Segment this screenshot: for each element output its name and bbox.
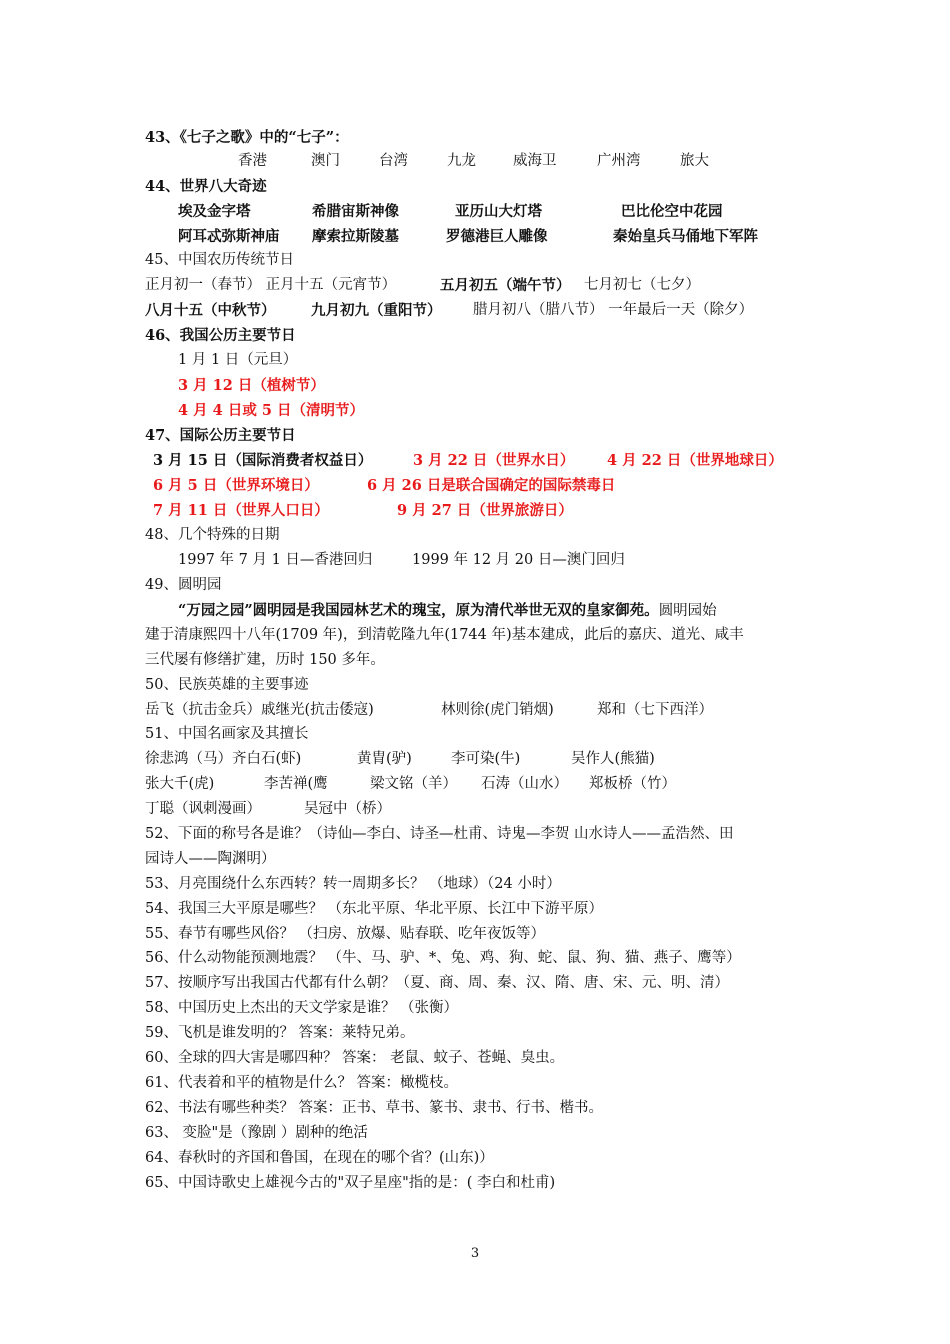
painter: 黄胄(驴)	[357, 751, 412, 767]
hero: 郑和（七下西洋）	[597, 702, 713, 718]
wonder: 亚历山大灯塔	[455, 203, 542, 220]
s51-row1	[0, 747, 950, 772]
festival-text: 正月初一（春节） 正月十五（元宵节）	[145, 277, 397, 293]
s51-row2	[0, 772, 950, 797]
s46-title: 46、我国公历主要节日	[145, 327, 296, 344]
wonder: 秦始皇兵马俑地下军阵	[613, 228, 758, 245]
s49-para-line2: 建于清康熙四十八年(1709 年)，到清乾隆九年(1744 年)基本建成，此后的嘉庆、道光、咸丰	[145, 627, 744, 643]
painter: 吴冠中（桥）	[304, 801, 391, 817]
q52-line2: 园诗人——陶渊明）	[145, 851, 276, 867]
intl-day: 6 月 5 日（世界环境日）	[153, 477, 319, 494]
s47-row2	[0, 473, 950, 498]
painter: 郑板桥（竹）	[589, 776, 676, 792]
intl-day: 6 月 26 日是联合国确定的国际禁毒日	[367, 477, 616, 494]
wonder: 希腊宙斯神像	[312, 203, 399, 220]
s43-items	[0, 149, 950, 174]
q54: 54、我国三大平原是哪些？ （东北平原、华北平原、长江中下游平原）	[145, 901, 604, 917]
painter: 李可染(牛)	[451, 751, 521, 767]
intl-day: 9 月 27 日（世界旅游日）	[397, 502, 573, 519]
hero: 岳飞（抗击金兵）戚继光(抗击倭寇)	[145, 702, 374, 718]
q63: 63、 变脸"是（豫剧 ）剧种的绝活	[145, 1125, 368, 1141]
painter: 吴作人(熊猫)	[571, 751, 655, 767]
s43-item: 旅大	[680, 153, 709, 169]
hero: 林则徐(虎门销烟)	[441, 702, 554, 718]
painter: 李苦禅(鹰	[264, 776, 328, 792]
page-number: 3	[470, 1246, 480, 1261]
painter: 石涛（山水）	[481, 776, 568, 792]
special-date: 1997 年 7 月 1 日—香港回归	[178, 552, 373, 568]
s46-line: 1 月 1 日（元旦）	[178, 352, 298, 368]
q57: 57、按顺序写出我国古代都有什么朝？（夏、商、周、秦、汉、隋、唐、宋、元、明、清）	[145, 975, 729, 991]
s47-title: 47、国际公历主要节日	[145, 427, 296, 444]
s43-item: 香港	[238, 153, 267, 169]
s43-item: 九龙	[447, 153, 476, 169]
festival-text: 八月十五（中秋节）	[145, 302, 276, 319]
s43-title: 43、《七子之歌》中的“七子”：	[145, 129, 349, 146]
s43-item: 澳门	[311, 153, 340, 169]
s51-title: 51、中国名画家及其擅长	[145, 726, 309, 742]
festival-text: 七月初七（七夕）	[584, 277, 700, 293]
s43-item: 广州湾	[597, 153, 641, 169]
s50-title: 50、民族英雄的主要事迹	[145, 677, 309, 693]
s46-line: 3 月 12 日（植树节）	[178, 377, 325, 394]
festival-text: 五月初五（端午节）	[440, 277, 571, 294]
wonder: 罗德港巨人雕像	[446, 228, 548, 245]
s45-line2	[0, 298, 950, 323]
s44-row2	[0, 224, 950, 249]
q65: 65、中国诗歌史上雄视今古的"双子星座"指的是：( 李白和杜甫)	[145, 1175, 556, 1191]
q56: 56、什么动物能预测地震？ （牛、马、驴、*、兔、鸡、狗、蛇、鼠、狗、猫、燕子、鹰等）	[145, 950, 741, 966]
s48-title: 48、几个特殊的日期	[145, 527, 280, 543]
q62: 62、书法有哪些种类？ 答案：正书、草书、篆书、隶书、行书、楷书。	[145, 1100, 604, 1116]
q64: 64、春秋时的齐国和鲁国，在现在的哪个省？(山东)）	[145, 1150, 494, 1166]
s51-row3	[0, 797, 950, 822]
s44-title: 44、世界八大奇迹	[145, 178, 267, 195]
intl-day: 3 月 22 日（世界水日）	[413, 452, 575, 469]
s50-line	[0, 698, 950, 723]
s48-line	[0, 548, 950, 573]
intl-day: 7 月 11 日（世界人口日）	[153, 502, 329, 519]
q61: 61、代表着和平的植物是什么？ 答案：橄榄枝。	[145, 1075, 459, 1091]
q58: 58、中国历史上杰出的天文学家是谁？ （张衡）	[145, 1000, 459, 1016]
s47-row3	[0, 498, 950, 523]
q60: 60、全球的四大害是哪四种？ 答案： 老鼠、蚊子、苍蝇、臭虫。	[145, 1050, 565, 1066]
s49-text: 圆明园始	[658, 603, 717, 619]
painter: 梁文铭（羊）	[370, 776, 457, 792]
s44-row1	[0, 199, 950, 224]
s43-item: 威海卫	[513, 153, 557, 169]
s47-row1	[0, 448, 950, 473]
special-date: 1999 年 12 月 20 日—澳门回归	[412, 552, 625, 568]
painter: 张大千(虎)	[145, 776, 215, 792]
q52-line1: 52、下面的称号各是谁？（诗仙—李白、诗圣—杜甫、诗鬼—李贺 山水诗人——孟浩然、田	[145, 826, 734, 842]
s49-bold-text: “万园之园”圆明园是我国园林艺术的瑰宝，原为清代举世无双的皇家御苑。	[178, 602, 659, 619]
painter: 徐悲鸿（马）齐白石(虾)	[145, 751, 302, 767]
wonder: 埃及金字塔	[178, 203, 251, 220]
q59: 59、飞机是谁发明的？ 答案：莱特兄弟。	[145, 1025, 415, 1041]
s49-title: 49、圆明园	[145, 577, 222, 593]
wonder: 巴比伦空中花园	[621, 203, 723, 220]
wonder: 阿耳忒弥斯神庙	[178, 228, 280, 245]
painter: 丁聪（讽刺漫画）	[145, 801, 261, 817]
festival-text: 九月初九（重阳节）	[311, 302, 442, 319]
wonder: 摩索拉斯陵墓	[312, 228, 399, 245]
s45-line1	[0, 273, 950, 298]
s43-item: 台湾	[379, 153, 408, 169]
intl-day: 3 月 15 日（国际消费者权益日）	[153, 452, 373, 469]
intl-day: 4 月 22 日（世界地球日）	[607, 452, 783, 469]
s45-title: 45、中国农历传统节日	[145, 252, 294, 268]
festival-text: 腊月初八（腊八节） 一年最后一天（除夕）	[473, 302, 754, 318]
s49-para-line1	[178, 598, 717, 623]
q53: 53、月亮围绕什么东西转？转一周期多长？ （地球）（24 小时）	[145, 876, 561, 892]
s49-para-line3: 三代屡有修缮扩建，历时 150 多年。	[145, 652, 385, 668]
q55: 55、春节有哪些风俗？ （扫房、放爆、贴春联、吃年夜饭等）	[145, 926, 546, 942]
s46-line: 4 月 4 日或 5 日（清明节）	[178, 402, 365, 419]
